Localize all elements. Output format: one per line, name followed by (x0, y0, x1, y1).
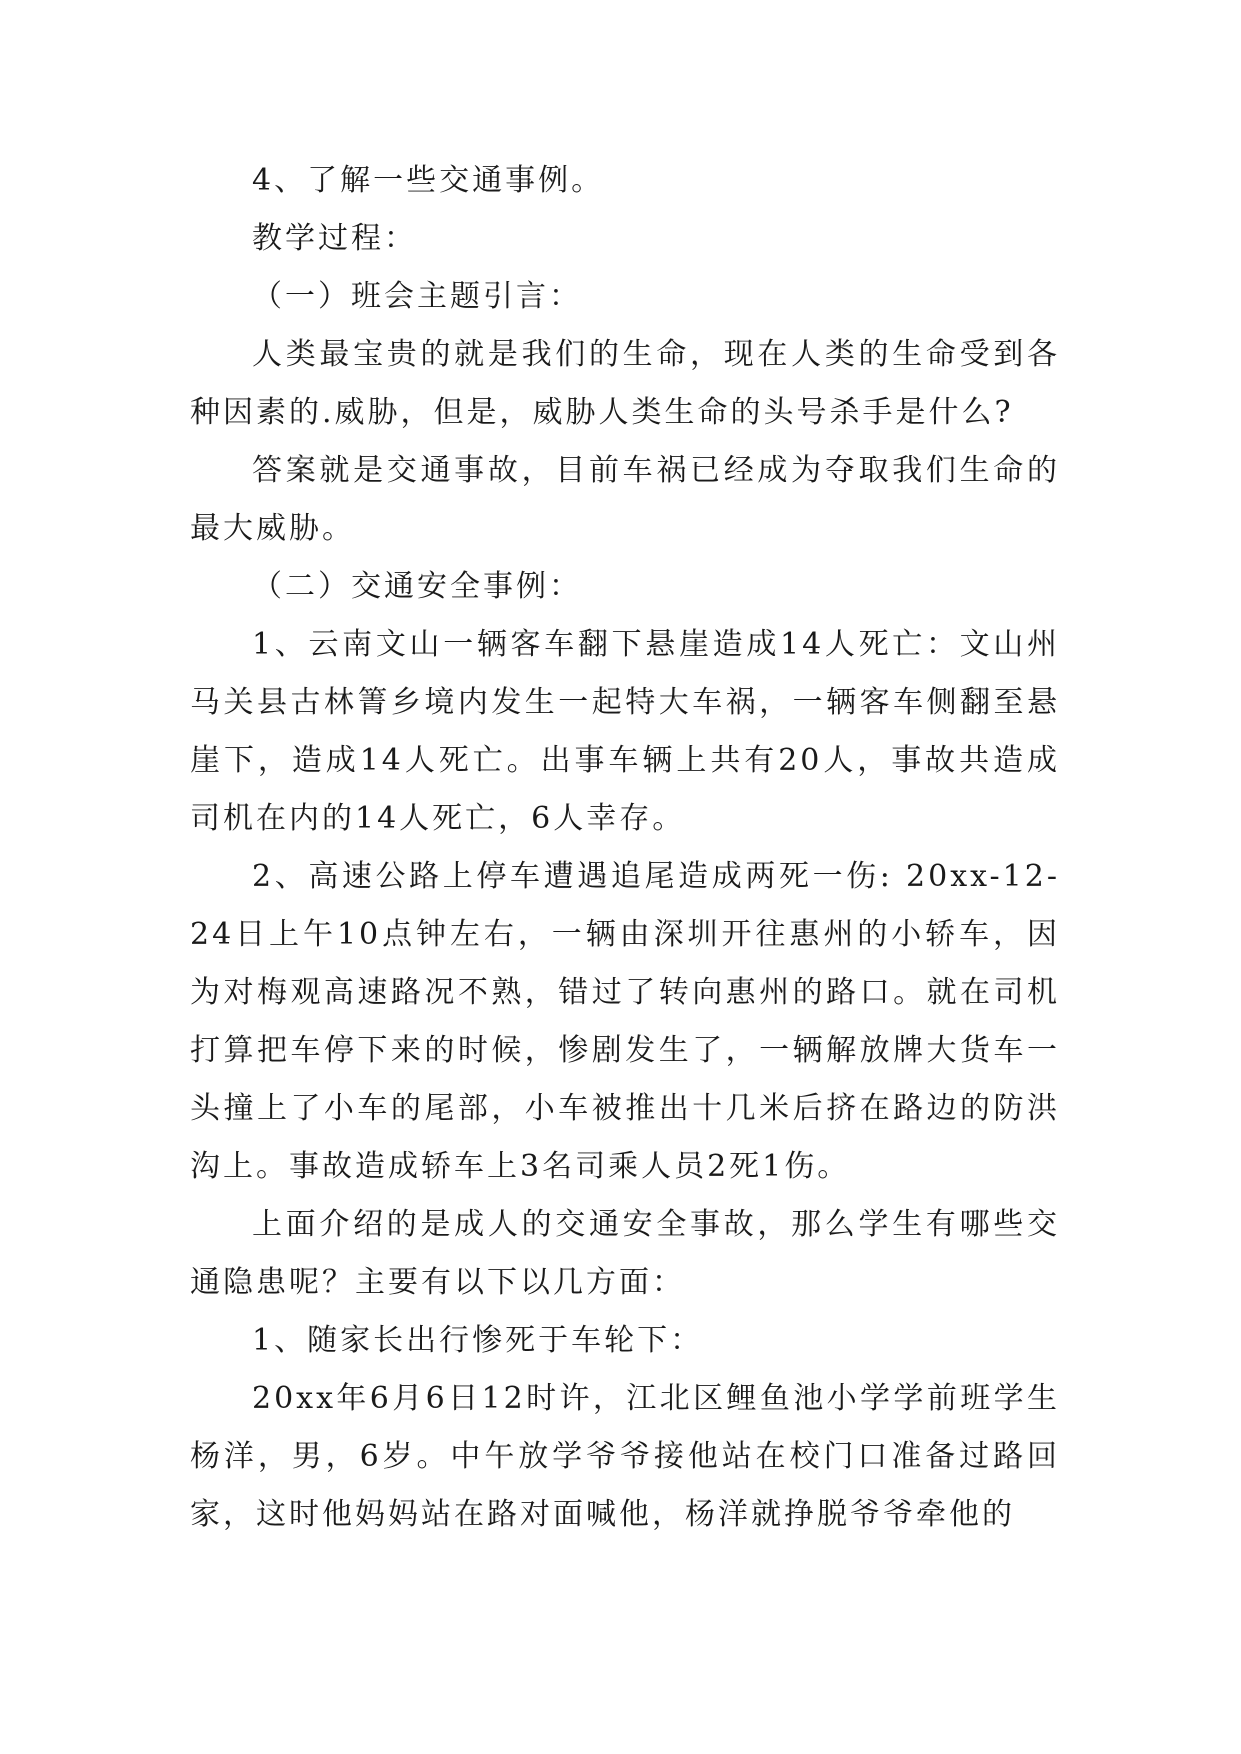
paragraph-intro-answer: 答案就是交通事故，目前车祸已经成为夺取我们生命的最大威胁。 (190, 453, 1060, 546)
paragraph-hazard-1-heading: 1、随家长出行惨死于车轮下： (252, 1323, 704, 1358)
paragraph-intro-question: 人类最宝贵的就是我们的生命，现在人类的生命受到各种因素的.威胁，但是，威胁人类生命的头号杀手是什么? (190, 337, 1060, 430)
paragraph-case-2: 2、高速公路上停车遭遇追尾造成两死一伤: 20xx-12-24日上午10点钟左右，一辆由深圳开往惠州的小轿车，因为对梅观高速路况不熟，错过了转向惠州的路口。就在司机打算把车停下来的时候，惨剧发生了，一辆解放牌大货车一头撞上了小车的尾部，小车被推出十几米后挤在路边的防洪沟上。事故造成轿车上3名司乘人员2死1伤。 (190, 859, 1060, 1184)
paragraph-objective-4: 4、了解一些交通事例。 (252, 163, 605, 198)
paragraph-hazard-1-case: 20xx年6月6日12时许，江北区鲤鱼池小学学前班学生杨洋，男，6岁。中午放学爷爷接他站在校门口准备过路回家，这时他妈妈站在路对面喊他，杨洋就挣脱爷爷牵他的 (190, 1381, 1060, 1532)
paragraph-section-2-heading: （二）交通安全事例： (252, 569, 582, 604)
document-page (190, 152, 1060, 1544)
paragraph-student-hazards: 上面介绍的是成人的交通安全事故，那么学生有哪些交通隐患呢？主要有以下以几方面： (190, 1207, 1060, 1300)
paragraph-case-1: 1、云南文山一辆客车翻下悬崖造成14人死亡：文山州马关县古林箐乡境内发生一起特大车祸，一辆客车侧翻至悬崖下，造成14人死亡。出事车辆上共有20人，事故共造成司机在内的14人死亡，6人幸存。 (190, 627, 1060, 836)
paragraph-process-heading: 教学过程： (252, 221, 417, 256)
paragraph-section-1-heading: （一）班会主题引言： (252, 279, 582, 314)
